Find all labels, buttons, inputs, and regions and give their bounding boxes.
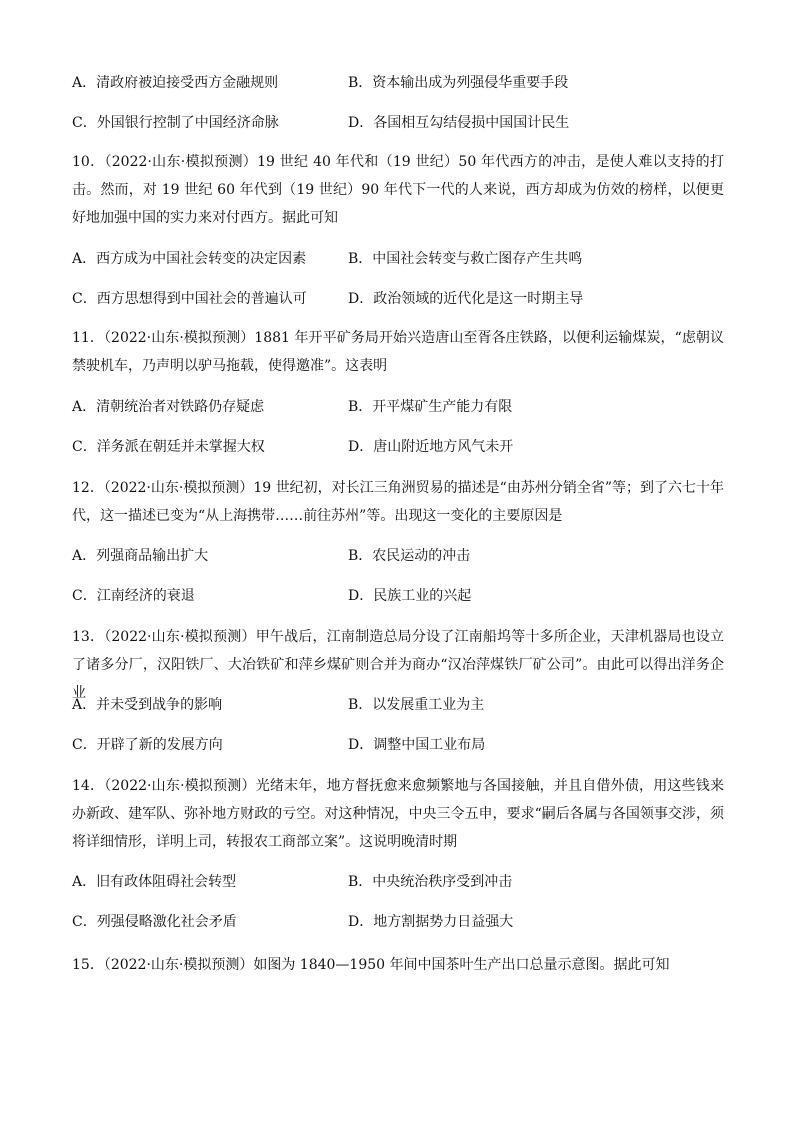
q11-options-row-1 [72,396,732,418]
q13-option-b[interactable]: B．以发展重工业为主 [348,697,485,713]
q12-option-b[interactable]: B．农民运动的冲击 [348,548,471,564]
q9-options-row-2 [72,112,732,134]
q14-stem: 14．（2022·山东·模拟预测）光绪末年，地方督抚愈来愈频繁地与各国接触，并且自借外债，用这些钱来办新政、建军队、弥补地方财政的亏空。对这种情况，中央三令五申，要求“嗣后各属与各国领事交涉，须将详细情形，详明上司，转报农工商部立案”。这说明晚清时期 [72,778,724,850]
q11-stem: 11．（2022·山东·模拟预测）1881 年开平矿务局开始兴造唐山至胥各庄铁路，以便利运输煤炭，“虑朝议禁驶机车，乃声明以驴马拖载，使得邀准”。这表明 [72,330,724,374]
q10-option-c[interactable]: C．西方思想得到中国社会的普遍认可 [72,291,307,307]
q13-option-c[interactable]: C．开辟了新的发展方向 [72,737,223,753]
q10-option-a[interactable]: A．西方成为中国社会转变的决定因素 [72,251,307,267]
q14-options-row-1 [72,871,732,893]
q10-stem: 10．（2022·山东·模拟预测）19 世纪 40 年代和（19 世纪）50 年代西方的冲击，是使人难以支持的打击。然而，对 19 世纪 60 年代到（19 世纪）90 年代下一代的人来说，西方却成为仿效的榜样，以便更好地加强中国的实力来对付西方。据此可知 [72,154,724,226]
q14-option-b[interactable]: B．中央统治秩序受到冲击 [348,874,513,890]
q10-option-b[interactable]: B．中国社会转变与救亡图存产生共鸣 [348,251,583,267]
q12-stem: 12．（2022·山东·模拟预测）19 世纪初，对长江三角洲贸易的描述是“由苏州分销全省”等；到了六七十年代，这一描述已变为“从上海携带……前往苏州”等。出现这一变化的主要原因是 [72,480,724,524]
q11-options-row-2 [72,436,732,458]
q9-options-row-1 [72,72,732,94]
q13-option-d[interactable]: D．调整中国工业布局 [348,737,486,753]
q13-stem: 13．（2022·山东·模拟预测）甲午战后，江南制造总局分设了江南船坞等十多所企业，天津机器局也设立了诸多分厂，汉阳铁厂、大冶铁矿和萍乡煤矿则合并为商办“汉冶萍煤铁厂矿公司”。由此可以得出洋务企业 [72,629,724,701]
q11-option-b[interactable]: B．开平煤矿生产能力有限 [348,399,513,415]
q9-option-c[interactable]: C．外国银行控制了中国经济命脉 [72,115,279,131]
q14-option-c[interactable]: C．列强侵略激化社会矛盾 [72,914,237,930]
q9-option-a[interactable]: A．清政府被迫接受西方金融规则 [72,75,279,91]
q14-option-a[interactable]: A．旧有政体阻碍社会转型 [72,874,237,890]
q15-stem: 15．（2022·山东·模拟预测）如图为 1840—1950 年间中国茶叶生产出口总量示意图。据此可知 [72,957,670,973]
q11-option-d[interactable]: D．唐山附近地方风气未开 [348,439,514,455]
q12-options-row-2 [72,585,732,607]
q14-options-row-2 [72,911,732,933]
q12-options-row-1 [72,545,732,567]
q12-option-d[interactable]: D．民族工业的兴起 [348,588,472,604]
q10-options-row-2 [72,288,732,310]
q10-option-d[interactable]: D．政治领域的近代化是这一时期主导 [348,291,584,307]
q12-option-a[interactable]: A．列强商品输出扩大 [72,548,209,564]
q10-options-row-1 [72,248,732,270]
q9-option-b[interactable]: B．资本输出成为列强侵华重要手段 [348,75,569,91]
q13-options-row-2 [72,734,732,756]
q13-option-a[interactable]: A．并未受到战争的影响 [72,697,223,713]
q14-option-d[interactable]: D．地方割据势力日益强大 [348,914,514,930]
q13-options-row-1 [72,694,732,716]
q12-option-c[interactable]: C．江南经济的衰退 [72,588,195,604]
q11-option-c[interactable]: C．洋务派在朝廷并未掌握大权 [72,439,265,455]
q9-option-d[interactable]: D．各国相互勾结侵损中国国计民生 [348,115,570,131]
q11-option-a[interactable]: A．清朝统治者对铁路仍存疑虑 [72,399,265,415]
